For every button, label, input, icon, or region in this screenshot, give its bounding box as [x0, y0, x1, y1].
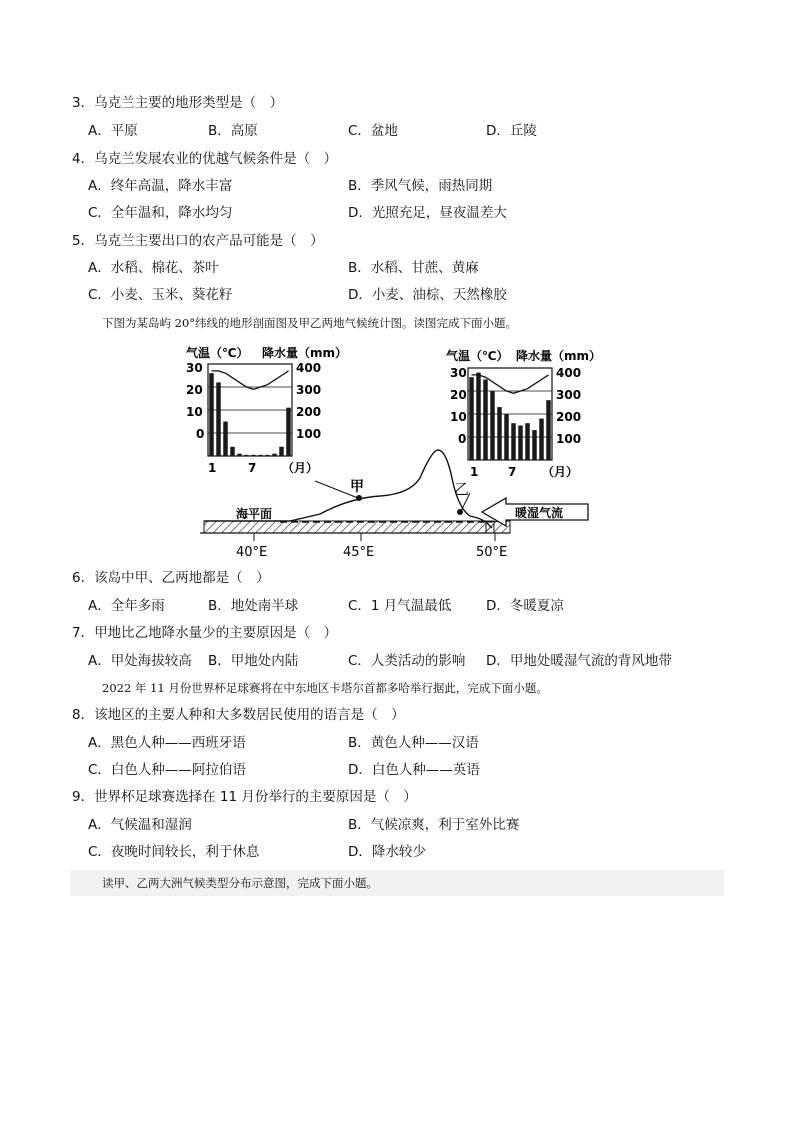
q6-option-c[interactable]: C．1 月气温最低: [348, 598, 452, 614]
chart-yi-precip-tick-300: 300: [556, 388, 582, 402]
chart-yi-precip-tick-200: 200: [556, 410, 582, 424]
question-9-stem: 9．世界杯足球赛选择在 11 月份举行的主要原因是（ ）: [72, 789, 417, 805]
chart-jia-precip-tick-300: 300: [296, 383, 322, 397]
q8-option-b[interactable]: B．黄色人种——汉语: [348, 735, 479, 751]
chart-jia-precip-bar-7: [251, 455, 255, 456]
chart-jia-precip-bar-12: [286, 408, 290, 456]
q5-option-b[interactable]: B．水稻、甘蔗、黄麻: [348, 260, 479, 276]
chart-yi-month-unit: （月）: [542, 465, 579, 479]
chart-jia-temp-tick-0: 0: [196, 427, 205, 441]
chart-yi-precip-bar-3: [483, 380, 487, 461]
question-7-stem: 7．甲地比乙地降水量少的主要原因是（ ）: [72, 625, 338, 641]
question-4-stem: 4．乌克兰发展农业的优越气候条件是（ ）: [72, 151, 338, 167]
island-profile-figure: [170, 338, 620, 566]
q8-option-a[interactable]: A．黑色人种——西班牙语: [88, 735, 246, 751]
chart-jia-precip-bar-4: [230, 447, 234, 456]
q5-option-d[interactable]: D．小麦、油棕、天然橡胶: [348, 287, 507, 303]
chart-yi-precip-bar-7: [511, 423, 515, 460]
point-jia-marker: [356, 495, 362, 501]
q6-option-b[interactable]: B．地处南半球: [208, 598, 299, 614]
sea-level-label: 海平面: [236, 507, 273, 521]
q6-option-d[interactable]: D．冬暖夏凉: [486, 598, 564, 614]
q3-option-c[interactable]: C．盆地: [348, 123, 398, 139]
chart-jia-temp-tick-10: 10: [186, 405, 203, 419]
chart-yi-temperature-curve: [472, 375, 549, 393]
q3-option-b[interactable]: B．高原: [208, 123, 258, 139]
chart-jia-precip-bar-9: [265, 455, 269, 456]
question-6-stem: 6．该岛中甲、乙两地都是（ ）: [72, 570, 270, 586]
q7-option-a[interactable]: A．甲处海拔较高: [88, 653, 192, 669]
chart-yi-precip-bar-6: [504, 414, 508, 460]
question-8-stem: 8．该地区的主要人种和大多数居民使用的语言是（ ）: [72, 707, 405, 723]
chart-jia-temp-tick-30: 30: [186, 361, 203, 375]
q9-option-d[interactable]: D．降水较少: [348, 844, 426, 860]
chart-yi-precip-bar-1: [469, 377, 473, 460]
chart-jia-marks: [208, 371, 292, 456]
chart-jia-temperature-curve: [212, 371, 289, 389]
q8-option-d[interactable]: D．白色人种——英语: [348, 762, 480, 778]
q9-option-a[interactable]: A．气候温和湿润: [88, 817, 192, 833]
point-yi-marker: [457, 509, 463, 515]
chart-yi-precip-label: 降水量（mm）: [516, 349, 602, 363]
q9-option-b[interactable]: B．气候凉爽，利于室外比赛: [348, 817, 520, 833]
chart-yi-temp-tick-20: 20: [450, 388, 467, 402]
chart-jia-temp-tick-20: 20: [186, 383, 203, 397]
chart-jia-precip-tick-400: 400: [296, 361, 322, 375]
chart-jia-precip-bar-3: [223, 422, 227, 457]
chart-jia-precip-bar-2: [216, 382, 220, 456]
q5-option-c[interactable]: C．小麦、玉米、葵花籽: [88, 287, 233, 303]
q4-option-c[interactable]: C．全年温和，降水均匀: [88, 205, 233, 221]
chart-jia-precip-label: 降水量（mm）: [262, 346, 348, 360]
chart-yi-precip-bar-5: [497, 407, 501, 460]
intro-worldcup: 2022 年 11 月份世界杯足球赛将在中东地区卡塔尔首都多哈举行据此，完成下面小题。: [102, 681, 548, 695]
intro-island: 下图为某岛屿 20°纬线的地形剖面图及甲乙两地气候统计图。读图完成下面小题。: [102, 316, 518, 330]
lon-label-50: 50°E: [476, 545, 508, 560]
chart-jia-precip-bar-6: [244, 455, 248, 456]
q3-option-a[interactable]: A．平原: [88, 123, 138, 139]
chart-yi-temp-tick-10: 10: [450, 410, 467, 424]
q7-option-b[interactable]: B．甲地处内陆: [208, 653, 299, 669]
intro-continents: 读甲、乙两大洲气候类型分布示意图，完成下面小题。: [102, 876, 378, 890]
airflow-label: 暖湿气流: [515, 506, 564, 520]
q3-option-d[interactable]: D．丘陵: [486, 123, 537, 139]
q7-option-d[interactable]: D．甲地处暖湿气流的背风地带: [486, 653, 672, 669]
chart-yi-marks: [468, 373, 552, 460]
chart-yi-precip-bar-9: [525, 423, 529, 460]
q4-option-b[interactable]: B．季风气候，雨热同期: [348, 178, 493, 194]
chart-jia-month-7: 7: [248, 461, 257, 475]
chart-jia-month-unit: （月）: [282, 461, 319, 475]
chart-jia-precip-bar-10: [272, 454, 276, 456]
chart-jia-precip-bar-11: [279, 447, 283, 456]
chart-jia-precip-bar-1: [209, 373, 213, 456]
chart-yi-precip-bar-4: [490, 391, 494, 460]
chart-jia-precip-tick-100: 100: [296, 427, 322, 441]
point-jia-label: 甲: [350, 479, 364, 495]
q4-option-d[interactable]: D．光照充足，昼夜温差大: [348, 205, 507, 221]
chart-jia-temp-label: 气温（℃）: [186, 346, 249, 360]
q8-option-c[interactable]: C．白色人种——阿拉伯语: [88, 762, 246, 778]
chart-yi-month-7: 7: [508, 465, 517, 479]
chart-yi-precip-bar-10: [532, 430, 536, 460]
chart-yi-precip-bar-2: [476, 373, 480, 460]
chart-yi-temp-tick-30: 30: [450, 366, 467, 380]
chart-yi-temp-tick-0: 0: [458, 432, 467, 446]
q6-option-a[interactable]: A．全年多雨: [88, 598, 165, 614]
chart-yi-temp-label: 气温（℃）: [446, 349, 509, 363]
chart-jia-precip-tick-200: 200: [296, 405, 322, 419]
chart-yi-precip-bar-8: [518, 426, 522, 461]
chart-jia-month-1: 1: [208, 461, 217, 475]
chart-yi-precip-tick-100: 100: [556, 432, 582, 446]
q9-option-c[interactable]: C．夜晚时间较长，利于休息: [88, 844, 260, 860]
question-3-stem: 3．乌克兰主要的地形类型是（ ）: [72, 95, 284, 111]
chart-yi-precip-tick-400: 400: [556, 366, 582, 380]
question-5-stem: 5．乌克兰主要出口的农产品可能是（ ）: [72, 233, 324, 249]
lon-label-45: 45°E: [343, 545, 375, 560]
q5-option-a[interactable]: A．水稻、棉花、茶叶: [88, 260, 219, 276]
q4-option-a[interactable]: A．终年高温，降水丰富: [88, 178, 233, 194]
chart-yi-precip-bar-12: [546, 400, 550, 460]
chart-jia-precip-bar-8: [258, 455, 262, 456]
chart-yi-month-1: 1: [470, 465, 479, 479]
point-yi-label: 乙: [454, 480, 470, 498]
chart-jia-precip-bar-5: [237, 454, 241, 456]
chart-yi-precip-bar-11: [539, 419, 543, 460]
q7-option-c[interactable]: C．人类活动的影响: [348, 653, 466, 669]
lon-label-40: 40°E: [236, 545, 268, 560]
